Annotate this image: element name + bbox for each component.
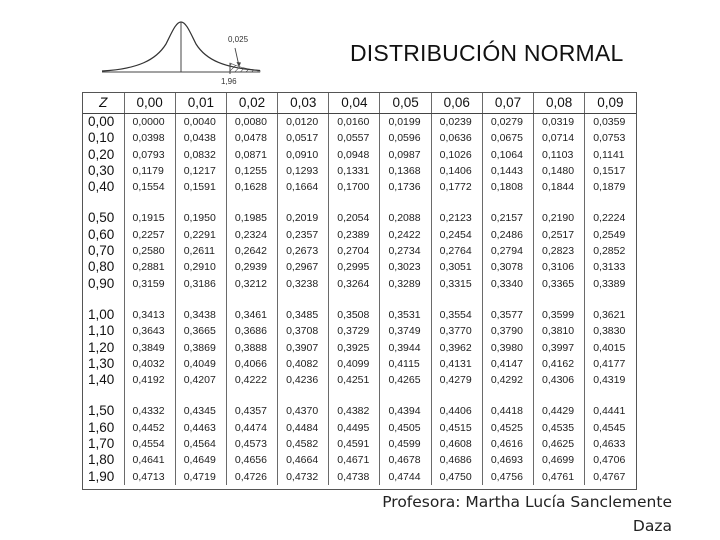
probability-cell: 0,0239	[431, 114, 482, 131]
probability-cell: 0,4484	[278, 420, 329, 436]
probability-cell: 0,2517	[534, 227, 585, 243]
probability-cell: 0,4279	[431, 372, 482, 388]
table-row	[83, 259, 636, 275]
probability-cell: 0,3577	[482, 307, 533, 323]
probability-cell: 0,1141	[593, 148, 625, 161]
table-row	[83, 356, 636, 372]
probability-cell: 0,1628	[226, 179, 277, 195]
probability-cell: 0,0517	[278, 130, 329, 146]
spacer-cell	[83, 292, 124, 307]
probability-cell: 0,2291	[175, 227, 226, 243]
probability-cell: 0,4713	[124, 469, 175, 485]
probability-cell: 0,4671	[329, 452, 380, 468]
probability-cell: 0,3186	[175, 276, 226, 292]
probability-cell: 0,4177	[593, 357, 626, 370]
spacer-cell	[585, 292, 636, 307]
z-table	[83, 93, 636, 485]
probability-cell: 0,3413	[124, 307, 175, 323]
probability-cell: 0,1331	[329, 163, 380, 179]
probability-cell: 0,0910	[278, 147, 329, 163]
probability-cell: 0,4292	[482, 372, 533, 388]
probability-cell: 0,3686	[226, 323, 277, 339]
probability-cell: 0,3729	[329, 323, 380, 339]
probability-cell: 0,4664	[278, 452, 329, 468]
probability-cell: 0,3980	[482, 340, 533, 356]
header-row	[83, 93, 636, 114]
spacer-cell	[124, 292, 175, 307]
probability-cell: 0,4649	[175, 452, 226, 468]
probability-cell: 0,2486	[482, 227, 533, 243]
probability-cell: 0,2881	[124, 259, 175, 275]
spacer-cell	[534, 292, 585, 307]
probability-cell: 0,1591	[175, 179, 226, 195]
probability-cell: 0,4726	[226, 469, 277, 485]
table-row	[83, 114, 636, 131]
probability-cell: 0,1217	[175, 163, 226, 179]
probability-cell: 0,3389	[593, 277, 626, 290]
probability-cell: 0,0080	[226, 114, 277, 131]
footer-line-2: Daza	[632, 517, 672, 535]
probability-cell: 0,4429	[534, 403, 585, 419]
probability-cell: 0,4222	[226, 372, 277, 388]
probability-cell: 0,2910	[175, 259, 226, 275]
probability-cell: 0,4744	[380, 469, 431, 485]
column-header: 0,05	[380, 93, 431, 114]
probability-cell: 0,0438	[175, 130, 226, 146]
probability-cell: 0,3849	[124, 340, 175, 356]
column-header: 0,00	[124, 93, 175, 114]
probability-cell: 0,4633	[593, 438, 626, 451]
probability-cell: 0,3264	[329, 276, 380, 292]
spacer-cell	[175, 388, 226, 403]
probability-cell: 0,4515	[431, 420, 482, 436]
probability-cell: 0,4162	[534, 356, 585, 372]
z-value-cell: 1,50	[83, 403, 124, 419]
probability-cell: 0,2357	[278, 227, 329, 243]
probability-cell: 0,2454	[431, 227, 482, 243]
probability-cell: 0,4699	[534, 452, 585, 468]
probability-cell: 0,4115	[380, 356, 431, 372]
spacer-cell	[329, 388, 380, 403]
probability-cell: 0,2611	[175, 243, 226, 259]
probability-cell: 0,3159	[124, 276, 175, 292]
probability-cell: 0,4032	[124, 356, 175, 372]
probability-cell: 0,1255	[226, 163, 277, 179]
table-row	[83, 436, 636, 452]
probability-cell: 0,4505	[380, 420, 431, 436]
spacer-cell	[431, 195, 482, 210]
probability-cell: 0,3708	[278, 323, 329, 339]
probability-cell: 0,3770	[431, 323, 482, 339]
probability-cell: 0,1103	[534, 147, 585, 163]
z-value-cell: 1,40	[83, 372, 124, 388]
table-row	[83, 403, 636, 419]
spacer-cell	[329, 195, 380, 210]
probability-cell: 0,4082	[278, 356, 329, 372]
probability-cell: 0,1700	[329, 179, 380, 195]
probability-cell: 0,4732	[278, 469, 329, 485]
probability-cell: 0,4545	[593, 421, 626, 434]
group-spacer	[83, 388, 636, 403]
probability-cell: 0,4554	[124, 436, 175, 452]
probability-cell: 0,4535	[534, 420, 585, 436]
probability-cell: 0,2123	[431, 210, 482, 226]
spacer-cell	[226, 292, 277, 307]
probability-cell: 0,4573	[226, 436, 277, 452]
probability-cell: 0,3997	[534, 340, 585, 356]
probability-cell: 0,1950	[175, 210, 226, 226]
spacer-cell	[482, 388, 533, 403]
probability-cell: 0,1985	[226, 210, 277, 226]
probability-cell: 0,2967	[278, 259, 329, 275]
probability-cell: 0,4251	[329, 372, 380, 388]
normal-curve-figure	[98, 16, 268, 88]
probability-cell: 0,2734	[380, 243, 431, 259]
probability-cell: 0,4319	[593, 374, 626, 387]
probability-cell: 0,2157	[482, 210, 533, 226]
probability-cell: 0,1480	[534, 163, 585, 179]
probability-cell: 0,3023	[380, 259, 431, 275]
probability-cell: 0,0675	[482, 130, 533, 146]
probability-cell: 0,4452	[124, 420, 175, 436]
z-value-cell: 0,90	[83, 276, 124, 292]
probability-cell: 0,4767	[593, 470, 626, 483]
probability-cell: 0,2673	[278, 243, 329, 259]
probability-cell: 0,0636	[431, 130, 482, 146]
column-header: 0,02	[226, 93, 277, 114]
spacer-cell	[380, 292, 431, 307]
column-header: 0,01	[175, 93, 226, 114]
probability-cell: 0,1064	[482, 147, 533, 163]
spacer-cell	[226, 388, 277, 403]
probability-cell: 0,4131	[431, 356, 482, 372]
column-header: 0,08	[534, 93, 585, 114]
table-row	[83, 420, 636, 436]
probability-cell: 0,1844	[534, 179, 585, 195]
probability-cell: 0,4756	[482, 469, 533, 485]
probability-cell: 0,4608	[431, 436, 482, 452]
probability-cell: 0,3907	[278, 340, 329, 356]
spacer-cell	[482, 195, 533, 210]
probability-cell: 0,3621	[593, 308, 626, 321]
probability-cell: 0,3531	[380, 307, 431, 323]
probability-cell: 0,1879	[593, 181, 626, 194]
probability-cell: 0,0596	[380, 130, 431, 146]
probability-cell: 0,2580	[124, 243, 175, 259]
probability-cell: 0,4625	[534, 436, 585, 452]
spacer-cell	[585, 388, 636, 403]
probability-cell: 0,4418	[482, 403, 533, 419]
probability-cell: 0,1808	[482, 179, 533, 195]
probability-cell: 0,2704	[329, 243, 380, 259]
probability-cell: 0,4686	[431, 452, 482, 468]
spacer-cell	[175, 195, 226, 210]
probability-cell: 0,3888	[226, 340, 277, 356]
probability-cell: 0,3810	[534, 323, 585, 339]
z-value-cell: 0,70	[83, 243, 124, 259]
spacer-cell	[482, 292, 533, 307]
probability-cell: 0,4599	[380, 436, 431, 452]
probability-cell: 0,2422	[380, 227, 431, 243]
probability-cell: 0,1736	[380, 179, 431, 195]
table-row	[83, 452, 636, 468]
probability-cell: 0,0000	[124, 114, 175, 131]
probability-cell: 0,4738	[329, 469, 380, 485]
z-value-cell: 1,30	[83, 356, 124, 372]
probability-cell: 0,3643	[124, 323, 175, 339]
probability-cell: 0,2324	[226, 227, 277, 243]
probability-cell: 0,3238	[278, 276, 329, 292]
z-value-cell: 0,10	[83, 130, 124, 146]
probability-cell: 0,1026	[431, 147, 482, 163]
column-header: 0,07	[482, 93, 533, 114]
tail-area-label: 0,025	[228, 35, 249, 44]
probability-cell: 0,1517	[593, 164, 626, 177]
spacer-cell	[175, 292, 226, 307]
probability-cell: 0,0160	[329, 114, 380, 131]
z-table-frame	[82, 92, 637, 490]
probability-cell: 0,1406	[431, 163, 482, 179]
probability-cell: 0,2764	[431, 243, 482, 259]
footer-credit	[374, 490, 672, 538]
probability-cell: 0,4761	[534, 469, 585, 485]
probability-cell: 0,3340	[482, 276, 533, 292]
probability-cell: 0,0398	[124, 130, 175, 146]
spacer-cell	[534, 195, 585, 210]
table-row	[83, 130, 636, 146]
table-row	[83, 147, 636, 163]
table-row	[83, 163, 636, 179]
probability-cell: 0,4099	[329, 356, 380, 372]
probability-cell: 0,4719	[175, 469, 226, 485]
probability-cell: 0,1443	[482, 163, 533, 179]
table-row	[83, 210, 636, 226]
z-value-cell: 1,00	[83, 307, 124, 323]
probability-cell: 0,2224	[593, 212, 626, 225]
spacer-cell	[278, 388, 329, 403]
probability-cell: 0,3289	[380, 276, 431, 292]
probability-cell: 0,3869	[175, 340, 226, 356]
probability-cell: 0,2054	[329, 210, 380, 226]
spacer-cell	[278, 292, 329, 307]
probability-cell: 0,3665	[175, 323, 226, 339]
probability-cell: 0,2939	[226, 259, 277, 275]
probability-cell: 0,3962	[431, 340, 482, 356]
page-title: DISTRIBUCIÓN NORMAL	[350, 40, 624, 66]
z-value-cell: 0,60	[83, 227, 124, 243]
probability-cell: 0,3925	[329, 340, 380, 356]
probability-cell: 0,4641	[124, 452, 175, 468]
spacer-cell	[329, 292, 380, 307]
spacer-cell	[124, 388, 175, 403]
probability-cell: 0,4474	[226, 420, 277, 436]
probability-cell: 0,1772	[431, 179, 482, 195]
probability-cell: 0,0199	[380, 114, 431, 131]
spacer-cell	[83, 388, 124, 403]
probability-cell: 0,4706	[593, 454, 626, 467]
probability-cell: 0,4066	[226, 356, 277, 372]
probability-cell: 0,2995	[329, 259, 380, 275]
probability-cell: 0,3485	[278, 307, 329, 323]
probability-cell: 0,4656	[226, 452, 277, 468]
probability-cell: 0,0987	[380, 147, 431, 163]
probability-cell: 0,4525	[482, 420, 533, 436]
probability-cell: 0,3599	[534, 307, 585, 323]
z-value-cell: 1,10	[83, 323, 124, 339]
z-value-cell: 1,70	[83, 436, 124, 452]
probability-cell: 0,2190	[534, 210, 585, 226]
footer-line-1: Profesora: Martha Lucía Sanclemente	[382, 493, 672, 511]
probability-cell: 0,4582	[278, 436, 329, 452]
table-row	[83, 372, 636, 388]
probability-cell: 0,0040	[175, 114, 226, 131]
table-row	[83, 243, 636, 259]
probability-cell: 0,0832	[175, 147, 226, 163]
z-value-cell: 0,80	[83, 259, 124, 275]
probability-cell: 0,4015	[593, 341, 626, 354]
probability-cell: 0,2794	[482, 243, 533, 259]
probability-cell: 0,0478	[226, 130, 277, 146]
probability-cell: 0,1179	[124, 163, 175, 179]
probability-cell: 0,1554	[124, 179, 175, 195]
table-row	[83, 307, 636, 323]
probability-cell: 0,0753	[593, 132, 626, 145]
group-spacer	[83, 195, 636, 210]
probability-cell: 0,0279	[482, 114, 533, 131]
probability-cell: 0,4306	[534, 372, 585, 388]
z-value-cell: 0,30	[83, 163, 124, 179]
probability-cell: 0,0120	[278, 114, 329, 131]
probability-cell: 0,1915	[124, 210, 175, 226]
probability-cell: 0,3365	[534, 276, 585, 292]
probability-cell: 0,0948	[329, 147, 380, 163]
probability-cell: 0,2823	[534, 243, 585, 259]
probability-cell: 0,3078	[482, 259, 533, 275]
probability-cell: 0,4049	[175, 356, 226, 372]
probability-cell: 0,4236	[278, 372, 329, 388]
probability-cell: 0,3106	[534, 259, 585, 275]
probability-cell: 0,1368	[380, 163, 431, 179]
z-value-cell: 0,40	[83, 179, 124, 195]
z-value-cell: 1,60	[83, 420, 124, 436]
probability-cell: 0,4406	[431, 403, 482, 419]
probability-cell: 0,2088	[380, 210, 431, 226]
column-header: 0,06	[431, 93, 482, 114]
column-header: 0,03	[278, 93, 329, 114]
z-value-cell: 0,00	[83, 114, 124, 131]
table-row	[83, 323, 636, 339]
probability-cell: 0,4564	[175, 436, 226, 452]
probability-cell: 0,4495	[329, 420, 380, 436]
spacer-cell	[83, 195, 124, 210]
probability-cell: 0,2257	[124, 227, 175, 243]
probability-cell: 0,2852	[593, 245, 626, 258]
z-value-cell: 0,50	[83, 210, 124, 226]
spacer-cell	[380, 195, 431, 210]
probability-cell: 0,0714	[534, 130, 585, 146]
spacer-cell	[226, 195, 277, 210]
probability-cell: 0,4332	[124, 403, 175, 419]
probability-cell: 0,2549	[593, 228, 626, 241]
probability-cell: 0,3749	[380, 323, 431, 339]
spacer-cell	[431, 292, 482, 307]
z-value-cell: 1,20	[83, 340, 124, 356]
probability-cell: 0,4693	[482, 452, 533, 468]
table-row	[83, 469, 636, 485]
probability-cell: 0,4616	[482, 436, 533, 452]
table-row	[83, 179, 636, 195]
probability-cell: 0,4750	[431, 469, 482, 485]
table-body	[83, 114, 636, 485]
probability-cell: 0,4265	[380, 372, 431, 388]
probability-cell: 0,4357	[226, 403, 277, 419]
probability-cell: 0,0793	[124, 147, 175, 163]
probability-cell: 0,4394	[380, 403, 431, 419]
column-header-z: Z	[83, 93, 124, 114]
spacer-cell	[278, 195, 329, 210]
spacer-cell	[534, 388, 585, 403]
column-header: 0,09	[585, 93, 636, 114]
table-row	[83, 227, 636, 243]
spacer-cell	[124, 195, 175, 210]
probability-cell: 0,3051	[431, 259, 482, 275]
probability-cell: 0,2642	[226, 243, 277, 259]
probability-cell: 0,3133	[593, 261, 626, 274]
probability-cell: 0,3508	[329, 307, 380, 323]
z-value-cell: 1,80	[83, 452, 124, 468]
spacer-cell	[585, 195, 636, 210]
probability-cell: 0,4207	[175, 372, 226, 388]
probability-cell: 0,0319	[534, 114, 585, 131]
spacer-cell	[380, 388, 431, 403]
probability-cell: 0,3212	[226, 276, 277, 292]
probability-cell: 0,3830	[593, 325, 626, 338]
z-value-cell: 0,20	[83, 147, 124, 163]
critical-value-label: 1,96	[221, 77, 237, 86]
probability-cell: 0,0871	[226, 147, 277, 163]
probability-cell: 0,3554	[431, 307, 482, 323]
probability-cell: 0,3315	[431, 276, 482, 292]
probability-cell: 0,3790	[482, 323, 533, 339]
probability-cell: 0,2389	[329, 227, 380, 243]
spacer-cell	[431, 388, 482, 403]
probability-cell: 0,4345	[175, 403, 226, 419]
probability-cell: 0,0359	[593, 116, 626, 128]
probability-cell: 0,3438	[175, 307, 226, 323]
table-row	[83, 340, 636, 356]
column-header: 0,04	[329, 93, 380, 114]
group-spacer	[83, 292, 636, 307]
probability-cell: 0,4147	[482, 356, 533, 372]
probability-cell: 0,1664	[278, 179, 329, 195]
probability-cell: 0,4192	[124, 372, 175, 388]
probability-cell: 0,2019	[278, 210, 329, 226]
probability-cell: 0,4678	[380, 452, 431, 468]
probability-cell: 0,0557	[329, 130, 380, 146]
z-value-cell: 1,90	[83, 469, 124, 485]
probability-cell: 0,4463	[175, 420, 226, 436]
probability-cell: 0,1293	[278, 163, 329, 179]
probability-cell: 0,3461	[226, 307, 277, 323]
probability-cell: 0,4382	[329, 403, 380, 419]
table-row	[83, 276, 636, 292]
probability-cell: 0,4441	[593, 405, 626, 418]
probability-cell: 0,3944	[380, 340, 431, 356]
probability-cell: 0,4591	[329, 436, 380, 452]
probability-cell: 0,4370	[278, 403, 329, 419]
